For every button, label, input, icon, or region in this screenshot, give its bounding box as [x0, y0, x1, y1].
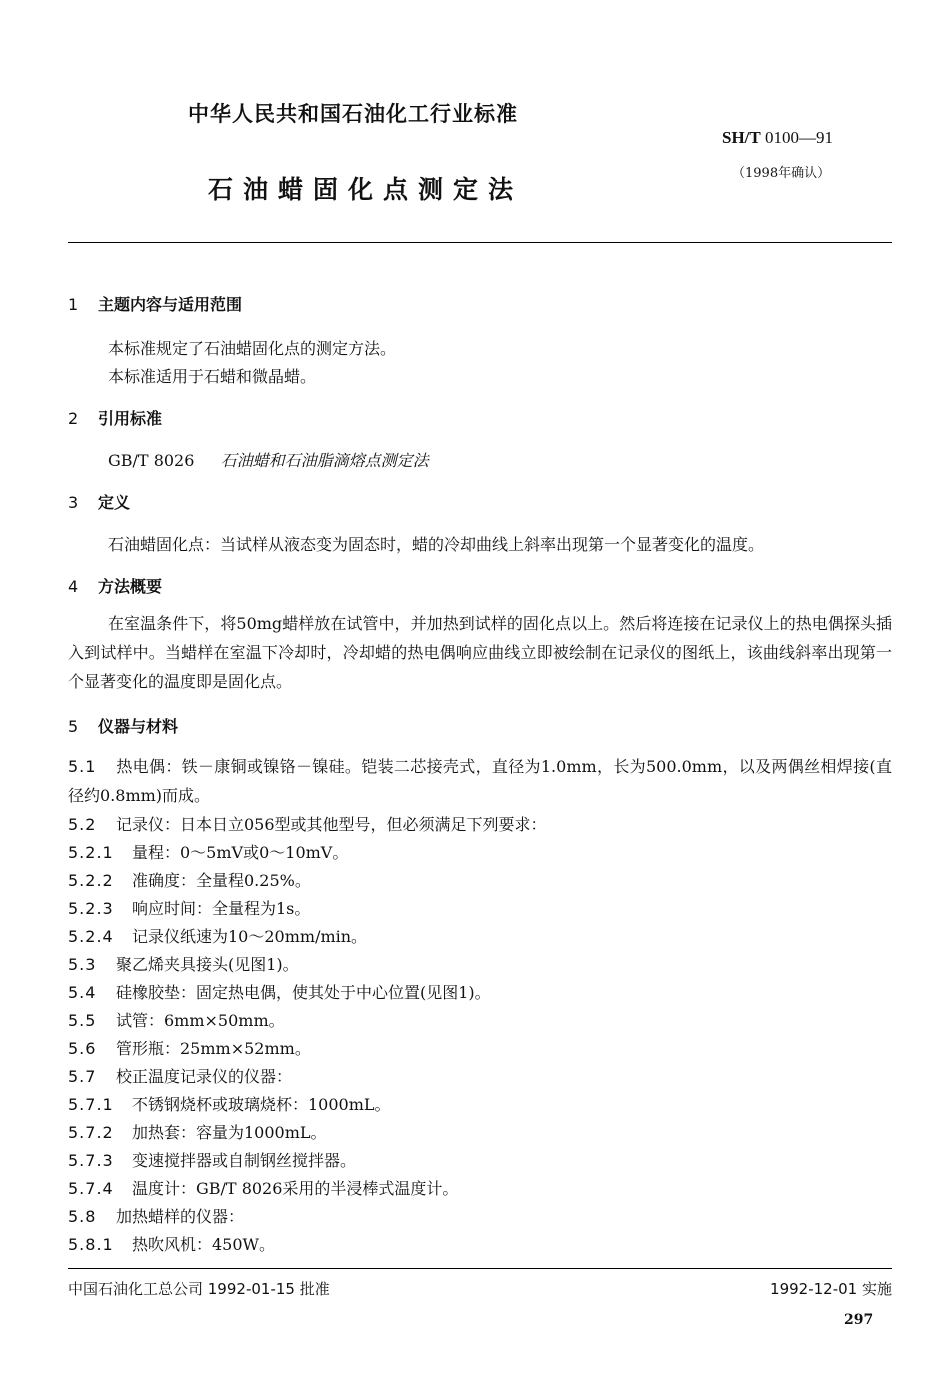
- clause-text: 准确度：全量程0.25%。: [132, 871, 311, 890]
- clause-text: 不锈钢烧杯或玻璃烧杯：1000mL。: [132, 1095, 391, 1114]
- footer-divider: [68, 1268, 892, 1269]
- clause-text: 热电偶：铁－康铜或镍铬－镍硅。铠装二芯接壳式，直径为1.0mm，长为500.0mm，以及两偶丝相焊接(直径约0.8mm)而成。: [68, 757, 892, 805]
- clause-text: 记录仪纸速为10～20mm/min。: [132, 927, 368, 946]
- standard-code: [722, 128, 833, 148]
- section-title: 仪器与材料: [98, 717, 179, 736]
- clause-5-2-4: [68, 924, 367, 947]
- clause-number: 5.7.3: [68, 1151, 114, 1170]
- clause-number: 5.8.1: [68, 1235, 114, 1254]
- clause-5-2: [68, 812, 547, 835]
- industry-standard-heading: 中华人民共和国石油化工行业标准: [188, 102, 518, 126]
- clause-5-4: [68, 980, 491, 1003]
- page-number: 297: [844, 1312, 874, 1328]
- clause-text: 记录仪：日本日立056型或其他型号，但必须满足下列要求：: [116, 815, 547, 834]
- clause-number: 5.3: [68, 955, 97, 974]
- header-divider: [68, 242, 892, 243]
- reference-standard: [108, 448, 429, 471]
- section-title: 主题内容与适用范围: [98, 295, 243, 314]
- section-1-line-1: 本标准规定了石油蜡固化点的测定方法。: [108, 339, 397, 358]
- reference-code: GB/T 8026: [108, 451, 195, 470]
- clause-5-7-4: [68, 1176, 458, 1199]
- section-number: 3: [68, 493, 79, 512]
- confirmation-note: （1998年确认）: [732, 166, 831, 181]
- clause-number: 5.6: [68, 1039, 97, 1058]
- standard-code-number: 0100—91: [760, 128, 833, 147]
- section-3-heading: [68, 490, 130, 513]
- implementation-date: 1992-12-01 实施: [770, 1280, 892, 1298]
- clause-5-3: [68, 952, 299, 975]
- standard-code-prefix: SH/T: [722, 128, 761, 147]
- clause-number: 5.2.1: [68, 843, 114, 862]
- clause-5-1: [68, 752, 892, 810]
- clause-5-7-1: [68, 1092, 391, 1115]
- reference-title: 石油蜡和石油脂滴熔点测定法: [220, 451, 429, 470]
- clause-number: 5.1: [68, 757, 97, 776]
- section-1-heading: [68, 292, 242, 315]
- clause-5-2-2: [68, 868, 311, 891]
- section-2-heading: [68, 406, 162, 429]
- clause-number: 5.2: [68, 815, 97, 834]
- clause-text: 管形瓶：25mm×52mm。: [116, 1039, 311, 1058]
- clause-text: 聚乙烯夹具接头(见图1)。: [116, 955, 299, 974]
- section-4-heading: [68, 574, 162, 597]
- clause-5-7: [68, 1064, 292, 1087]
- clause-text: 试管：6mm×50mm。: [116, 1011, 285, 1030]
- section-title: 方法概要: [98, 577, 163, 596]
- section-number: 2: [68, 409, 79, 428]
- clause-number: 5.7.2: [68, 1123, 114, 1142]
- clause-text: 响应时间：全量程为1s。: [132, 899, 311, 918]
- clause-number: 5.7.1: [68, 1095, 114, 1114]
- clause-number: 5.7: [68, 1067, 97, 1086]
- clause-number: 5.5: [68, 1011, 97, 1030]
- clause-text: 加热蜡样的仪器：: [116, 1207, 245, 1226]
- clause-number: 5.7.4: [68, 1179, 114, 1198]
- clause-text: 校正温度记录仪的仪器：: [116, 1067, 293, 1086]
- clause-5-7-2: [68, 1120, 327, 1143]
- clause-text: 温度计：GB/T 8026采用的半浸棒式温度计。: [132, 1179, 459, 1198]
- method-summary-paragraph: 在室温条件下，将50mg蜡样放在试管中，并加热到试样的固化点以上。然后将连接在记录仪上的热电偶探头插入到试样中。当蜡样在室温下冷却时，冷却蜡的热电偶响应曲线立即被绘制在记录仪的图纸上，该曲线斜率出现第一个显著变化的温度即是固化点。: [68, 614, 892, 691]
- section-number: 5: [68, 717, 79, 736]
- clause-5-8-1: [68, 1232, 275, 1255]
- clause-number: 5.2.3: [68, 899, 114, 918]
- clause-text: 硅橡胶垫：固定热电偶，使其处于中心位置(见图1)。: [116, 983, 491, 1002]
- section-number: 4: [68, 577, 79, 596]
- clause-5-6: [68, 1036, 311, 1059]
- clause-number: 5.8: [68, 1207, 97, 1226]
- clause-5-7-3: [68, 1148, 356, 1171]
- definition-text: 石油蜡固化点：当试样从液态变为固态时，蜡的冷却曲线上斜率出现第一个显著变化的温度。: [108, 535, 765, 554]
- approval-line: 中国石油化工总公司 1992-01-15 批准: [68, 1280, 330, 1298]
- clause-5-2-1: [68, 840, 348, 863]
- clause-number: 5.4: [68, 983, 97, 1002]
- clause-5-2-3: [68, 896, 310, 919]
- clause-text: 热吹风机：450W。: [132, 1235, 275, 1254]
- section-title: 引用标准: [98, 409, 163, 428]
- document-title: 石油蜡固化点测定法: [208, 175, 524, 204]
- section-5-heading: [68, 714, 178, 737]
- section-number: 1: [68, 295, 79, 314]
- clause-number: 5.2.4: [68, 927, 114, 946]
- clause-5-5: [68, 1008, 285, 1031]
- clause-5-8: [68, 1204, 244, 1227]
- section-1-line-2: 本标准适用于石蜡和微晶蜡。: [108, 367, 317, 386]
- clause-number: 5.2.2: [68, 871, 114, 890]
- clause-text: 变速搅拌器或自制钢丝搅拌器。: [132, 1151, 357, 1170]
- section-title: 定义: [98, 493, 131, 512]
- clause-text: 加热套：容量为1000mL。: [132, 1123, 327, 1142]
- clause-text: 量程：0～5mV或0～10mV。: [132, 843, 349, 862]
